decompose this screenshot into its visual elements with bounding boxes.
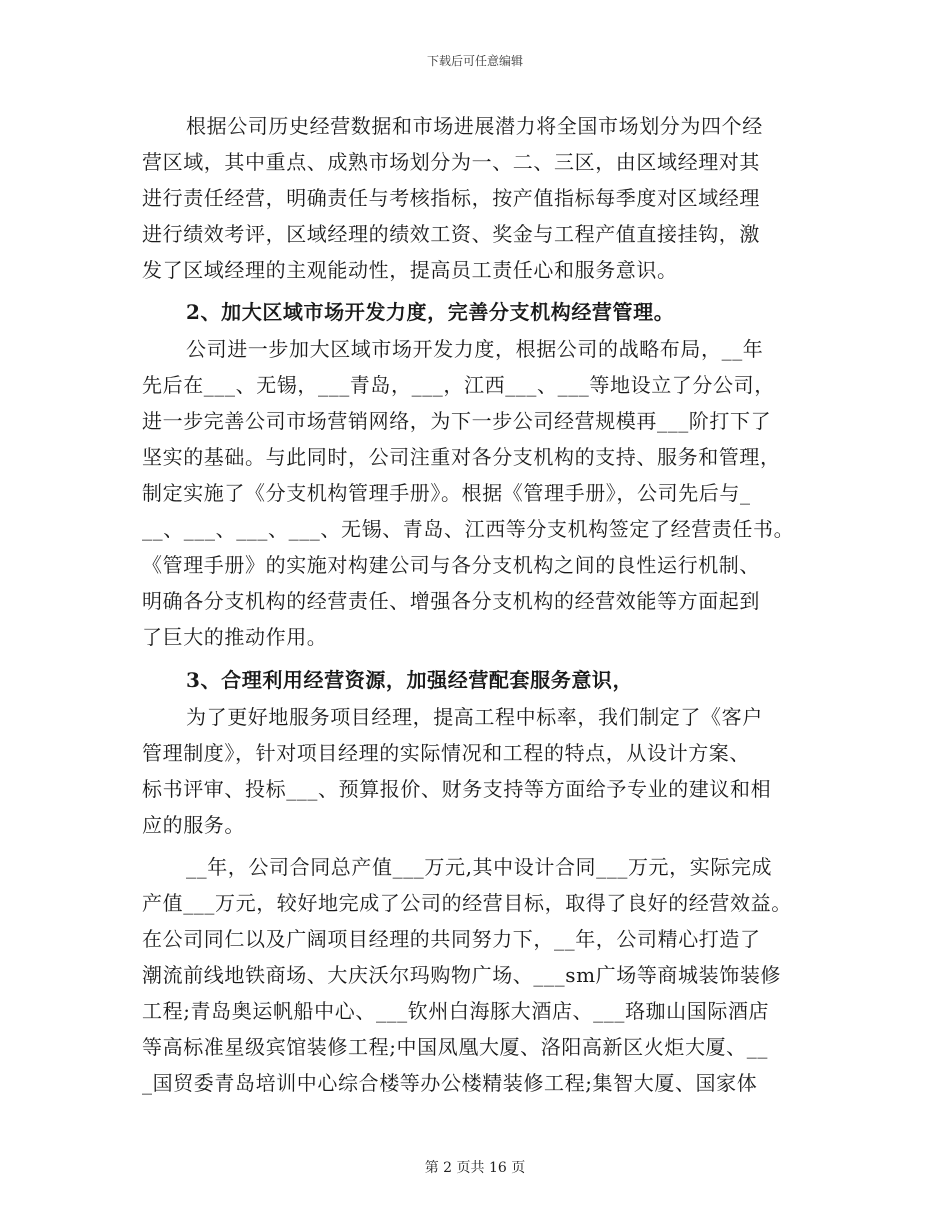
text-line: 标书评审、投标___、预算报价、财务支持等方面给予专业的建议和相	[142, 777, 772, 801]
text-line: 坚实的基础。与此同时，公司注重对各分支机构的支持、服务和管理，	[142, 445, 781, 469]
text-line: __、___、___、___、无锡、青岛、江西等分支机构签定了经营责任书。	[142, 517, 795, 541]
text-line: 工程;青岛奥运帆船中心、___钦州白海豚大酒店、___珞珈山国际酒店	[142, 999, 770, 1023]
text-line: 应的服务。	[142, 813, 245, 837]
page-header: 下载后可任意编辑	[426, 54, 523, 68]
section-heading: 2、加大区域市场开发力度，完善分支机构经营管理。	[186, 300, 675, 324]
text-line: 发了区域经理的主观能动性，提高员工责任心和服务意识。	[142, 258, 678, 282]
text-line: 管理制度》，针对项目经理的实际情况和工程的特点，从设计方案、	[142, 741, 750, 765]
text-line: 产值___万元，较好地完成了公司的经营目标，取得了良好的经营效益。	[142, 891, 792, 915]
text-line: _国贸委青岛培训中心综合楼等办公楼精装修工程;集智大厦、国家体	[142, 1071, 758, 1095]
text-line: 《管理手册》的实施对构建公司与各分支机构之间的良性运行机制、	[142, 553, 760, 577]
text-line: 潮流前线地铁商场、大庆沃尔玛购物广场、___sm广场等商城装饰装修	[142, 963, 782, 987]
text-line: 进一步完善公司市场营销网络，为下一步公司经营规模再___阶打下了	[142, 409, 772, 433]
text-line: __年，公司合同总产值___万元,其中设计合同___万元，实际完成	[186, 855, 773, 879]
text-line: 公司进一步加大区域市场开发力度，根据公司的战略布局，__年	[186, 337, 764, 361]
text-line: 进行绩效考评，区域经理的绩效工资、奖金与工程产值直接挂钩，激	[142, 222, 760, 246]
text-line: 先后在___、无锡，___青岛，___，江西___、___等地设立了分公司，	[142, 373, 775, 397]
text-line: 等高标准星级宾馆装修工程;中国凤凰大厦、洛阳高新区火炬大厦、__	[142, 1035, 768, 1059]
text-line: 制定实施了《分支机构管理手册》。根据《管理手册》，公司先后与_	[142, 481, 751, 505]
text-line: 营区域，其中重点、成熟市场划分为一、二、三区，由区域经理对其	[142, 150, 760, 174]
text-line: 为了更好地服务项目经理，提高工程中标率，我们制定了《客户	[186, 705, 763, 729]
text-line: 进行责任经营，明确责任与考核指标，按产值指标每季度对区域经理	[142, 186, 760, 210]
page-footer: 第 2 页共 16 页	[424, 1160, 526, 1176]
text-line: 在公司同仁以及广阔项目经理的共同努力下，__年，公司精心打造了	[142, 927, 761, 951]
text-line: 明确各分支机构的经营责任、增强各分支机构的经营效能等方面起到	[142, 589, 760, 613]
text-line: 根据公司历史经营数据和市场进展潜力将全国市场划分为四个经	[186, 114, 763, 138]
section-heading: 3、合理利用经营资源，加强经营配套服务意识，	[186, 668, 634, 692]
text-line: 了巨大的推动作用。	[142, 625, 328, 649]
